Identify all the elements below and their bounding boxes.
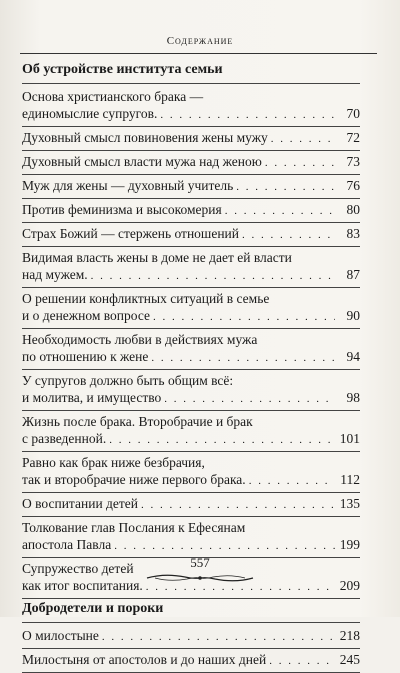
toc-entry-title: О решении конфликтных ситуаций в семье: [22, 291, 270, 306]
dot-leader: [151, 350, 335, 367]
toc-page-number: 80: [346, 202, 360, 217]
dot-leader: [225, 203, 335, 220]
dot-leader: [249, 473, 335, 490]
toc-entry-title: О воспитании детей: [22, 496, 139, 511]
toc-entry-title: Равно как брак ниже безбрачия,: [22, 455, 205, 470]
toc-entry-title: Необходимость любви в действиях мужа: [22, 332, 258, 347]
toc-page-number: 87: [346, 267, 360, 282]
toc-entry-title: У супругов должно быть общим всё:: [22, 373, 234, 388]
toc-entry-title: Основа христианского брака —: [22, 89, 204, 104]
toc-page-number: 94: [346, 349, 360, 364]
toc-page-number: 209: [339, 578, 360, 593]
toc-entry[interactable]: [22, 329, 360, 370]
toc-entry[interactable]: [22, 411, 360, 452]
toc-entry-title: Толкование глав Послания к Ефесянам: [22, 520, 246, 535]
toc-entry-title: Жизнь после брака. Второбрачие и брак: [22, 414, 253, 429]
toc-entry-title: апостола Павла: [22, 537, 112, 552]
toc-entry-title: Муж для жены — духовный учитель: [22, 178, 234, 193]
toc-entry-title: Видимая власть жены в доме не дает ей власти: [22, 250, 292, 265]
toc-entry[interactable]: [22, 199, 360, 223]
toc-page-number: 83: [346, 226, 360, 241]
toc-page-number: 70: [346, 106, 360, 121]
toc-entry[interactable]: [22, 86, 360, 127]
toc-entry[interactable]: [22, 493, 360, 517]
toc-entry-title: с разведенной.: [22, 431, 107, 446]
toc-entry-title: по отношению к жене: [22, 349, 149, 364]
toc-entry-title: и о денежном вопросе: [22, 308, 151, 323]
dot-leader: [236, 179, 335, 196]
toc-entry-title: Духовный смысл власти мужа над женою: [22, 154, 262, 169]
dot-leader: [265, 155, 335, 172]
toc-page-number: 73: [346, 154, 360, 169]
toc-page-number: 98: [346, 390, 360, 405]
dot-leader: [102, 629, 335, 646]
toc-entry-title: О милостыне: [22, 628, 99, 643]
ornament-icon: [145, 572, 255, 584]
toc-entry[interactable]: [22, 223, 360, 247]
toc-entry-title: единомыслие супругов.: [22, 106, 158, 121]
dot-leader: [269, 653, 335, 670]
dot-leader: [141, 497, 335, 514]
toc-page-number: 90: [346, 308, 360, 323]
toc-entry[interactable]: [22, 175, 360, 199]
toc-page-number: 135: [339, 496, 360, 511]
toc-entry-title: и молитва, и имущество: [22, 390, 162, 405]
dot-leader: [109, 432, 335, 449]
page-footer: [0, 555, 400, 584]
toc-page-number: 72: [346, 130, 360, 145]
toc-entry[interactable]: [22, 127, 360, 151]
toc-page-number: 245: [339, 652, 360, 667]
toc-entry-title: Страх Божий — стержень отношений: [22, 226, 239, 241]
toc-entry-title: как итог воспитания.: [22, 578, 143, 593]
dot-leader: [114, 538, 335, 555]
dot-leader: [242, 227, 335, 244]
header-rule: [20, 53, 377, 54]
toc-entry[interactable]: [22, 625, 360, 649]
toc-page-number: 218: [339, 628, 360, 643]
dot-leader: [91, 268, 335, 285]
page-number: 557: [190, 555, 210, 570]
toc-page-number: 112: [340, 472, 360, 487]
toc-entry[interactable]: [22, 247, 360, 288]
toc-entry-title: Духовный смысл повиновения жены мужу: [22, 130, 268, 145]
dot-leader: [271, 131, 335, 148]
toc-entry-title: Милостыня от апостолов и до наших дней: [22, 652, 267, 667]
toc-page-number: 101: [339, 431, 360, 446]
dot-leader: [164, 391, 335, 408]
toc-entry-title: Против феминизма и высокомерия: [22, 202, 222, 217]
toc-entry-title: так и второбрачие ниже первого брака.: [22, 472, 246, 487]
toc-entry[interactable]: [22, 452, 360, 493]
dot-leader: [160, 107, 335, 124]
toc-entry[interactable]: [22, 517, 360, 558]
toc-entry-title: над мужем.: [22, 267, 88, 282]
toc-entry[interactable]: [22, 370, 360, 411]
toc-page-number: 199: [339, 537, 360, 552]
section-heading: Об устройстве института семьи: [22, 60, 360, 84]
toc-entry-title: Супружество детей: [22, 561, 134, 576]
toc-entry[interactable]: [22, 288, 360, 329]
section-heading: Добродетели и пороки: [22, 599, 360, 623]
toc-page-number: 76: [346, 178, 360, 193]
running-head: Содержание: [166, 35, 234, 47]
toc-entry[interactable]: [22, 649, 360, 673]
toc-entry[interactable]: [22, 151, 360, 175]
dot-leader: [153, 309, 335, 326]
